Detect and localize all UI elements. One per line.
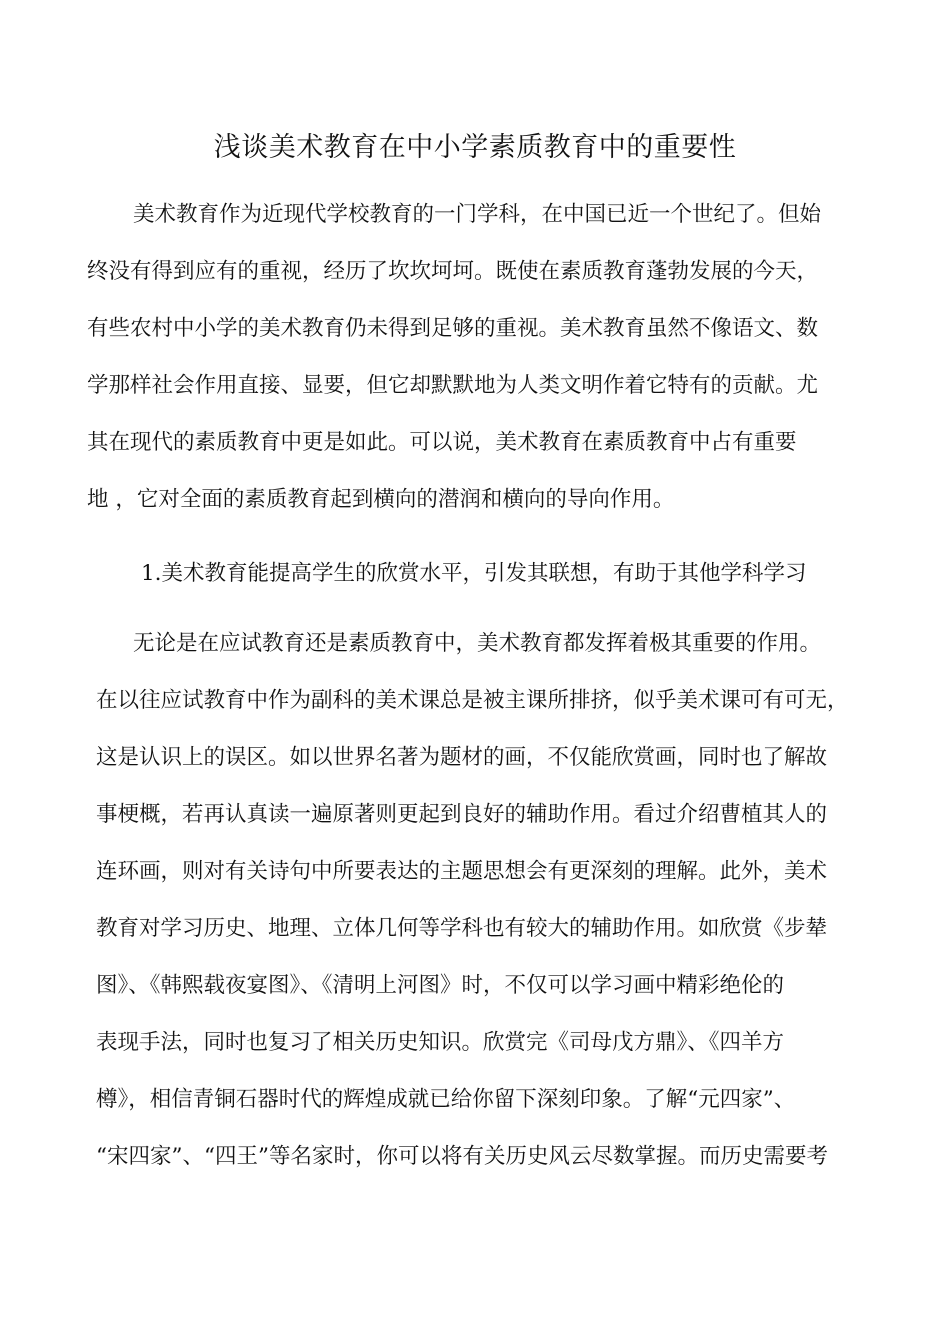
paragraph-line: “宋四家”、“四王”等名家时，你可以将有关历史风云尽数掌握。而历史需要考 <box>96 1144 828 1169</box>
paragraph-line: 有些农村中小学的美术教育仍未得到足够的重视。美术教育虽然不像语文、数 <box>87 316 819 341</box>
paragraph-line: 地 ，它对全面的素质教育起到横向的潜润和横向的导向作用。 <box>87 487 675 512</box>
paragraph-line: 其在现代的素质教育中更是如此。可以说，美术教育在素质教育中占有重要 <box>87 430 797 455</box>
paragraph-line: 事梗概，若再认真读一遍原著则更起到良好的辅助作用。看过介绍曹植其人的 <box>96 802 828 827</box>
paragraph-line: 在以往应试教育中作为副科的美术课总是被主课所排挤，似乎美术课可有可无， <box>96 688 849 713</box>
paragraph-line: 表现手法，同时也复习了相关历史知识。欣赏完《司母戊方鼎》、《四羊方 <box>96 1030 785 1055</box>
section-heading: 1.美术教育能提高学生的欣赏水平，引发其联想，有助于其他学科学习 <box>141 561 807 586</box>
paragraph-line: 这是认识上的误区。如以世界名著为题材的画，不仅能欣赏画，同时也了解故 <box>96 745 828 770</box>
paragraph-line: 樽》，相信青铜石器时代的辉煌成就已给你留下深刻印象。了解“元四家”、 <box>96 1087 796 1112</box>
paragraph-line: 美术教育作为近现代学校教育的一门学科，在中国已近一个世纪了。但始 <box>133 202 822 227</box>
paragraph-line: 无论是在应试教育还是素质教育中，美术教育都发挥着极其重要的作用。 <box>133 631 822 656</box>
document-title: 浅谈美术教育在中小学素质教育中的重要性 <box>213 132 737 163</box>
paragraph-line: 学那样社会作用直接、显要，但它却默默地为人类文明作着它特有的贡献。尤 <box>87 373 819 398</box>
paragraph-line: 教育对学习历史、地理、立体几何等学科也有较大的辅助作用。如欣赏《步辇 <box>96 916 828 941</box>
paragraph-line: 图》、《韩熙载夜宴图》、《清明上河图》时，不仅可以学习画中精彩绝伦的 <box>96 973 785 998</box>
paragraph-line: 终没有得到应有的重视，经历了坎坎坷坷。既使在素质教育蓬勃发展的今天， <box>87 259 819 284</box>
paragraph-line: 连环画，则对有关诗句中所要表达的主题思想会有更深刻的理解。此外，美术 <box>96 859 828 884</box>
